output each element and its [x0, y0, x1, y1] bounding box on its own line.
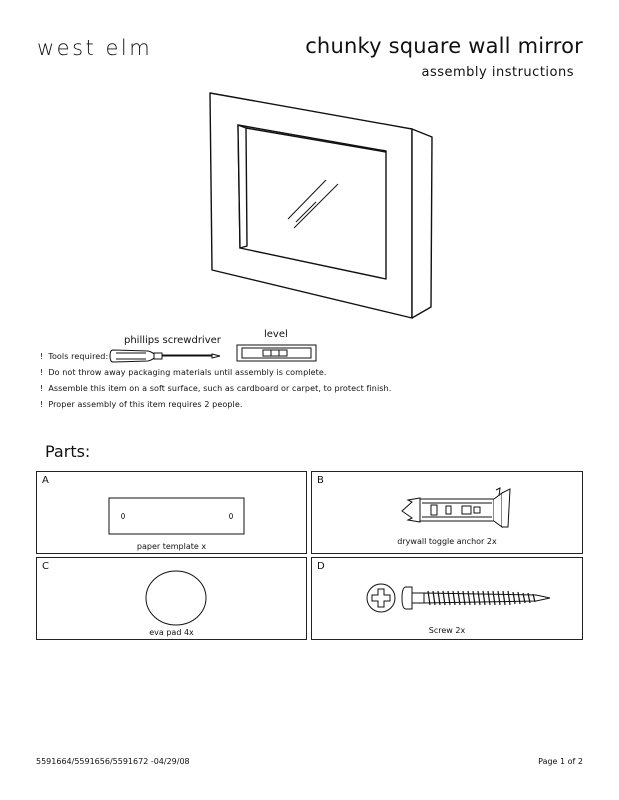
mirror-illustration	[200, 88, 440, 320]
brand-logo: west elm	[37, 36, 153, 60]
part-b-box	[311, 471, 583, 554]
level-icon	[236, 342, 318, 364]
screwdriver-icon	[108, 345, 222, 367]
part-b-caption: drywall toggle anchor 2x	[397, 537, 497, 546]
footer-sku: 5591664/5591656/5591672 -04/29/08	[36, 757, 190, 766]
part-c-box	[36, 557, 307, 640]
screwdriver-label: phillips screwdriver	[124, 335, 221, 346]
part-c-letter: C	[42, 561, 49, 572]
page-subtitle: assembly instructions	[421, 65, 574, 80]
part-c-caption: eva pad 4x	[149, 628, 194, 637]
part-d-box	[311, 557, 583, 640]
level-label: level	[264, 329, 288, 340]
note-tools-required: ! Tools required:	[40, 352, 109, 361]
drywall-toggle-anchor-icon	[398, 487, 520, 529]
footer-page-number: Page 1 of 2	[538, 757, 583, 766]
parts-heading: Parts:	[45, 442, 91, 461]
screw-icon	[364, 581, 554, 615]
part-d-caption: Screw 2x	[428, 626, 466, 635]
eva-pad-icon	[144, 570, 208, 628]
note-two-people: ! Proper assembly of this item requires 2 people.	[40, 400, 243, 409]
part-a-letter: A	[42, 475, 49, 486]
paper-template-icon	[108, 497, 246, 537]
part-a-caption: paper template x	[136, 542, 207, 551]
part-b-letter: B	[317, 475, 324, 486]
page-title: chunky square wall mirror	[305, 34, 583, 58]
note-packaging: ! Do not throw away packaging materials until assembly is complete.	[40, 368, 327, 377]
note-soft-surface: ! Assemble this item on a soft surface, such as cardboard or carpet, to protect finish.	[40, 384, 392, 393]
part-a-box	[36, 471, 307, 554]
part-d-letter: D	[317, 561, 325, 572]
